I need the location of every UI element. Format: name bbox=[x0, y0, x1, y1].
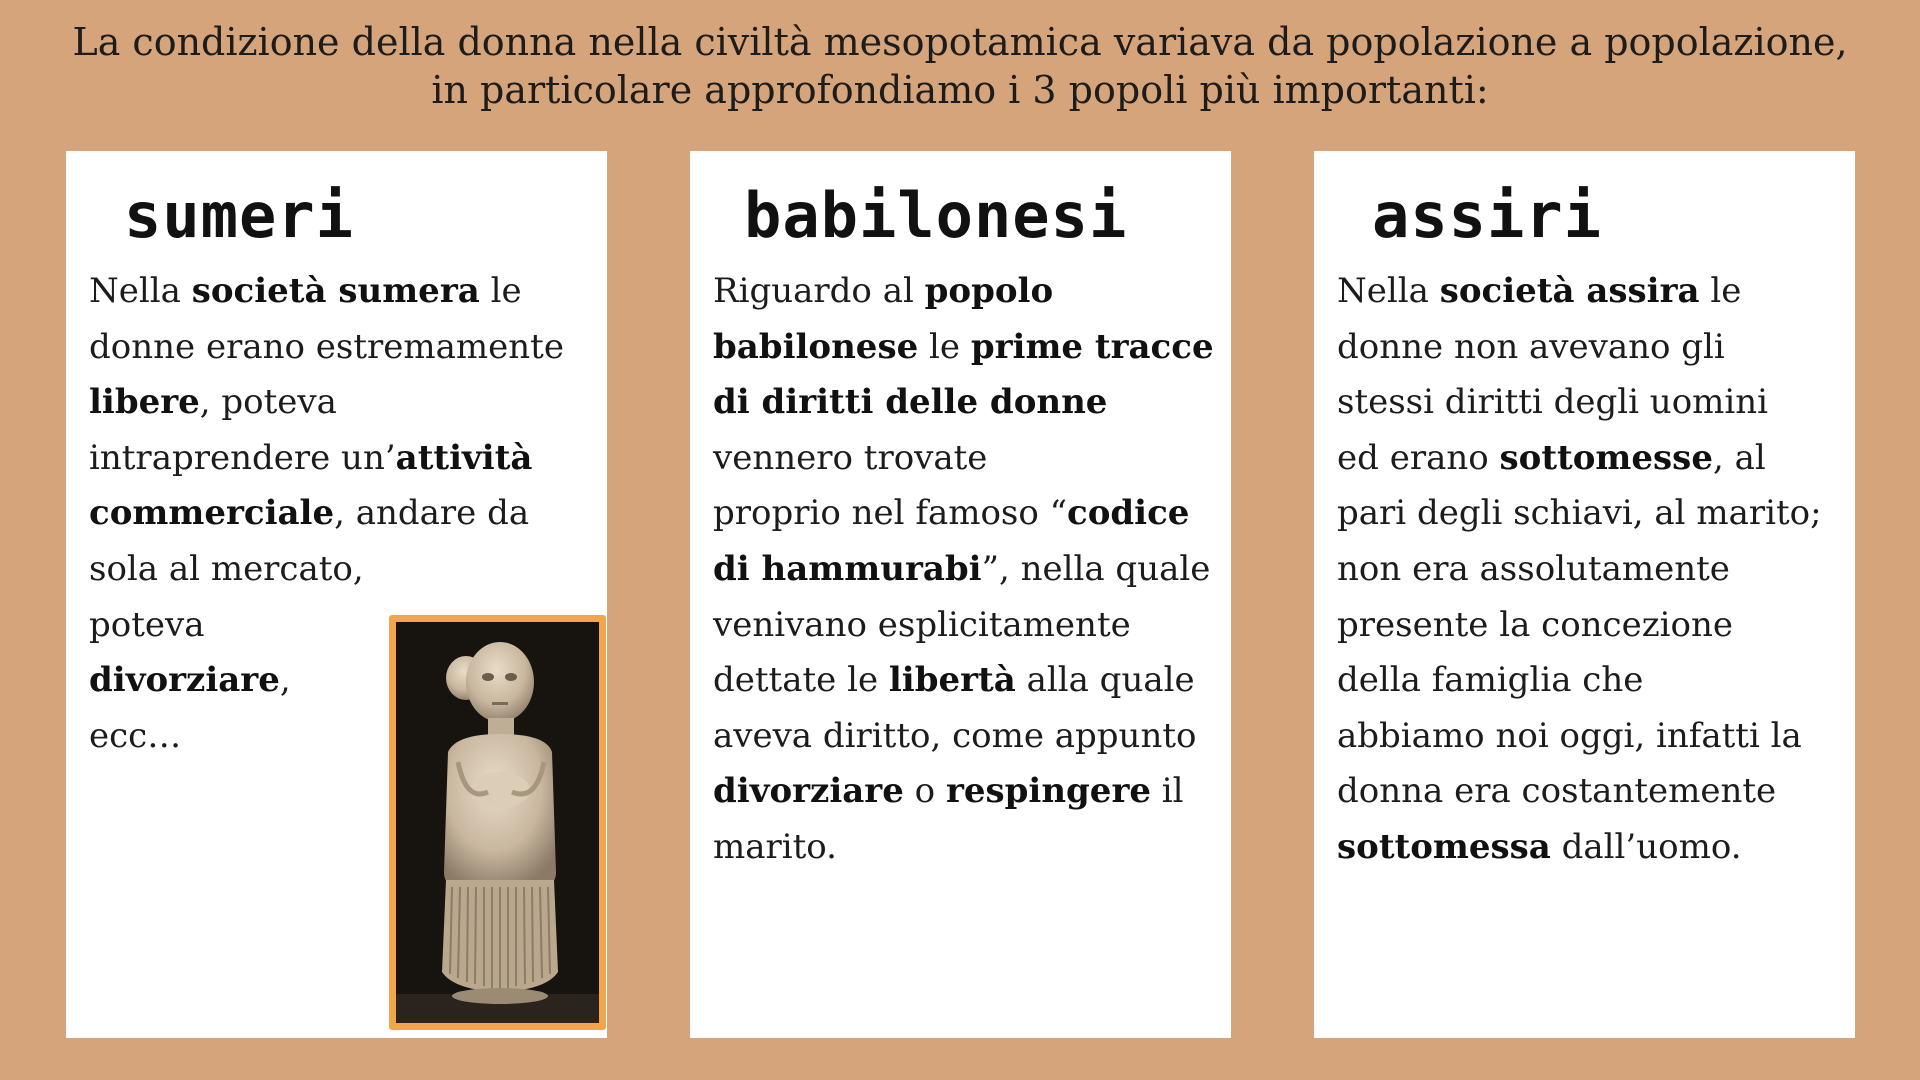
text-run: Nella bbox=[89, 271, 192, 311]
bold-text-run: società assira bbox=[1439, 271, 1700, 311]
text-run: alla quale bbox=[1015, 660, 1195, 701]
intro-line-1: La condizione della donna nella civiltà mesopotamica variava da popolazione a popolazione, bbox=[72, 20, 1848, 64]
text-line bbox=[713, 486, 1215, 542]
bold-text-run: libere bbox=[89, 382, 200, 423]
bold-text-run: prime tracce bbox=[970, 326, 1214, 367]
text-run: abbiamo noi oggi, infatti la bbox=[1337, 715, 1802, 756]
bold-text-run: società sumera bbox=[191, 271, 480, 311]
statue-drawing bbox=[396, 622, 599, 1023]
text-run: il bbox=[1150, 771, 1184, 812]
text-line bbox=[1337, 820, 1839, 876]
text-run: ecc… bbox=[89, 715, 182, 756]
intro-line-2: in particolare approfondiamo i 3 popoli più importanti: bbox=[431, 68, 1489, 112]
text-line bbox=[1337, 431, 1839, 487]
text-run: marito. bbox=[713, 826, 837, 867]
text-line bbox=[713, 375, 1215, 431]
text-run: Riguardo al bbox=[713, 271, 925, 311]
text-line bbox=[713, 264, 1215, 320]
text-line bbox=[1337, 653, 1839, 709]
bold-text-run: sottomessa bbox=[1337, 826, 1551, 867]
text-line bbox=[1337, 486, 1839, 542]
text-run: della famiglia che bbox=[1337, 660, 1644, 701]
bold-text-run: attività bbox=[395, 437, 533, 478]
text-run: aveva diritto, come appunto bbox=[713, 715, 1197, 756]
text-run: , andare da bbox=[334, 493, 530, 534]
text-line bbox=[713, 653, 1215, 709]
text-line bbox=[1337, 542, 1839, 598]
bold-text-run: di hammurabi bbox=[713, 548, 982, 589]
text-run: proprio nel famoso “ bbox=[713, 493, 1068, 534]
text-line bbox=[89, 431, 591, 487]
text-line bbox=[1337, 320, 1839, 376]
text-run: ”, nella quale bbox=[981, 548, 1211, 589]
bold-text-run: libertà bbox=[888, 660, 1016, 701]
bold-text-run: popolo bbox=[924, 271, 1054, 311]
text-line bbox=[89, 375, 591, 431]
text-run: vennero trovate bbox=[713, 437, 988, 478]
bold-text-run: divorziare bbox=[89, 660, 280, 701]
intro-heading bbox=[0, 18, 1920, 114]
text-line bbox=[713, 820, 1215, 876]
text-run: le bbox=[918, 326, 971, 367]
card-sumeri bbox=[66, 151, 607, 1038]
text-line bbox=[713, 542, 1215, 598]
text-line bbox=[89, 264, 591, 320]
text-line bbox=[713, 431, 1215, 487]
text-line bbox=[713, 764, 1215, 820]
text-run: pari degli schiavi, al marito; bbox=[1337, 493, 1822, 534]
bold-text-run: sottomesse bbox=[1499, 437, 1713, 478]
bold-text-run: di diritti delle donne bbox=[713, 382, 1108, 423]
text-line bbox=[89, 486, 591, 542]
text-run: le bbox=[1699, 271, 1742, 311]
text-run: intraprendere un’ bbox=[89, 437, 396, 478]
text-run: , poteva bbox=[199, 382, 337, 423]
text-line bbox=[713, 598, 1215, 654]
bold-text-run: codice bbox=[1067, 493, 1190, 534]
text-run: poteva bbox=[89, 604, 205, 645]
card-text-babilonesi bbox=[713, 264, 1215, 876]
text-line bbox=[1337, 764, 1839, 820]
text-line bbox=[89, 320, 591, 376]
card-babilonesi bbox=[690, 151, 1231, 1038]
text-run: dettate le bbox=[713, 660, 889, 701]
card-text-assiri bbox=[1337, 264, 1839, 876]
sumerian-female-statue-image bbox=[389, 615, 606, 1030]
text-run: presente la concezione bbox=[1337, 604, 1733, 645]
text-run: Nella bbox=[1337, 271, 1440, 311]
text-run: dall’uomo. bbox=[1550, 826, 1742, 867]
text-line bbox=[89, 542, 591, 598]
text-run: , bbox=[279, 660, 291, 701]
text-run: stessi diritti degli uomini bbox=[1337, 382, 1769, 423]
text-run: o bbox=[903, 771, 946, 812]
text-run: donna era costantemente bbox=[1337, 771, 1777, 812]
bold-text-run: divorziare bbox=[713, 771, 904, 812]
text-line bbox=[1337, 709, 1839, 765]
card-assiri bbox=[1314, 151, 1855, 1038]
text-run: non era assolutamente bbox=[1337, 548, 1730, 589]
bold-text-run: babilonese bbox=[713, 326, 919, 367]
text-run: le bbox=[479, 271, 522, 311]
bold-text-run: commerciale bbox=[89, 493, 335, 534]
text-run: , al bbox=[1712, 437, 1766, 478]
text-run: donne erano estremamente bbox=[89, 326, 564, 367]
text-line bbox=[713, 320, 1215, 376]
text-line bbox=[713, 709, 1215, 765]
text-run: donne non avevano gli bbox=[1337, 326, 1725, 367]
text-run: sola al mercato, bbox=[89, 548, 364, 589]
card-title-sumeri: sumeri bbox=[124, 179, 354, 252]
text-line bbox=[1337, 375, 1839, 431]
text-run: venivano esplicitamente bbox=[713, 604, 1131, 645]
text-line bbox=[1337, 598, 1839, 654]
card-title-babilonesi: babilonesi bbox=[744, 179, 1128, 252]
bold-text-run: respingere bbox=[945, 771, 1151, 812]
card-title-assiri: assiri bbox=[1372, 179, 1602, 252]
text-line bbox=[1337, 264, 1839, 320]
text-run: ed erano bbox=[1337, 437, 1500, 478]
